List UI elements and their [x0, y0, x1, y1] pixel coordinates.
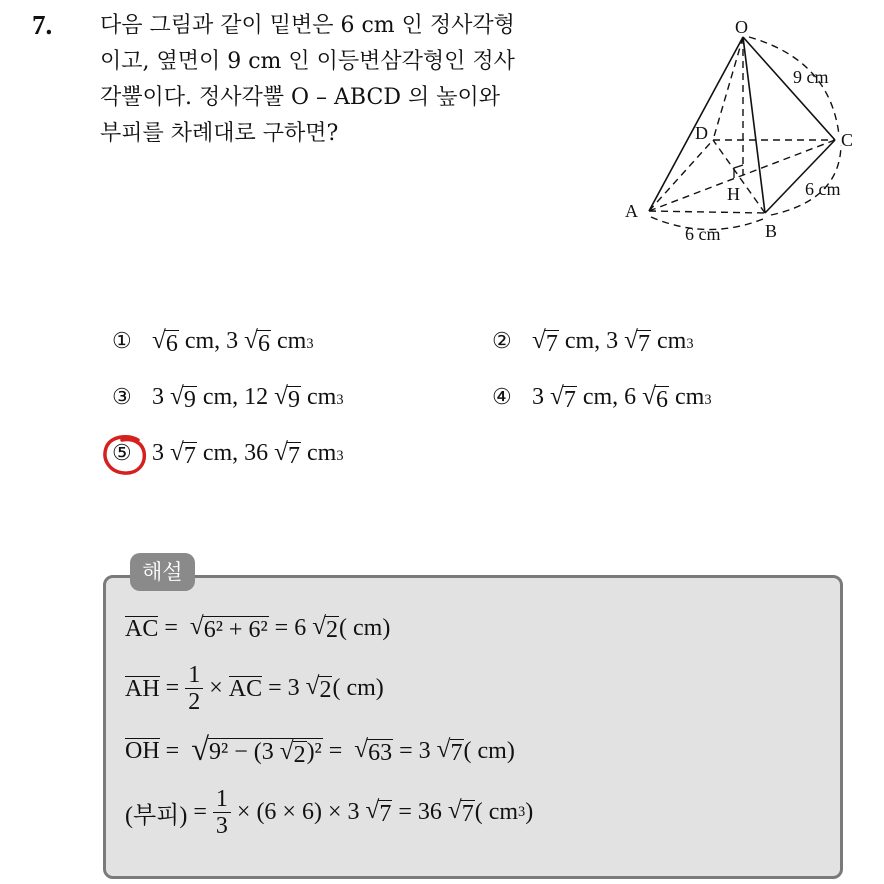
solution-line-2: AH = $\frac{1}{2}$ × AC = 3 √ 2 ( cm)	[125, 662, 384, 716]
label-h: H	[727, 184, 740, 204]
edge-ab	[649, 211, 765, 213]
question-line: 이고, 옆면이 9 cm 인 이등변삼각형인 정사	[100, 49, 515, 74]
label-c: C	[841, 130, 854, 150]
label-d: D	[695, 123, 708, 143]
label-side-ab: 6 cm	[685, 224, 721, 244]
choice-mark: ④	[492, 384, 512, 409]
edge-bc	[765, 140, 835, 213]
choice-mark: ②	[492, 328, 512, 353]
question-line: 다음 그림과 같이 밑변은 6 cm 인 정사각형	[100, 13, 515, 38]
question-text	[100, 8, 590, 152]
solution-line-1: AC = √ 6² + 6² = 6 √ 2 ( cm)	[125, 613, 391, 643]
label-side-bc: 6 cm	[805, 179, 841, 199]
choice-3[interactable]: ③ 3 √ 9 cm , 12 √ 9 cm 3	[112, 383, 344, 413]
solution-line-3: OH = √ 9² − (3 √ 2 )² = √ 63 = 3 √ 7 ( cm)	[125, 732, 515, 768]
choice-mark: ③	[112, 384, 132, 409]
edge-ob	[743, 37, 765, 213]
question-number: 7.	[32, 10, 53, 40]
choice-mark: ①	[112, 328, 132, 353]
question-line: 부피를 차례대로 구하면?	[100, 121, 339, 146]
pyramid-figure	[615, 15, 875, 255]
label-o: O	[735, 17, 748, 37]
diag-ac	[649, 140, 835, 211]
choice-4[interactable]: ④ 3 √ 7 cm , 6 √ 6 cm 3	[492, 383, 712, 413]
label-slant: 9 cm	[793, 67, 829, 87]
selection-circle-icon	[100, 432, 150, 478]
choice-1[interactable]: ① √ 6 cm , 3 √ 6 cm 3	[112, 327, 314, 357]
solution-line-4: (부피) = $\frac{1}{3}$ × (6 × 6) × 3 √ 7 = 36 √ 7 ( cm 3 )	[125, 786, 534, 840]
label-b: B	[765, 221, 778, 241]
choice-mark: ⑤	[112, 440, 132, 465]
choice-5[interactable]: ⑤ 3 √ 7 cm , 36 √ 7 cm 3	[112, 439, 344, 469]
question-line: 각뿔이다. 정사각뿔 O – ABCD 의 높이와	[100, 85, 500, 110]
label-a: A	[625, 201, 638, 221]
edge-od	[713, 37, 743, 140]
edge-oc	[743, 37, 835, 140]
choice-2[interactable]: ② √ 7 cm , 3 √ 7 cm 3	[492, 327, 694, 357]
solution-label: 해설	[130, 553, 195, 591]
